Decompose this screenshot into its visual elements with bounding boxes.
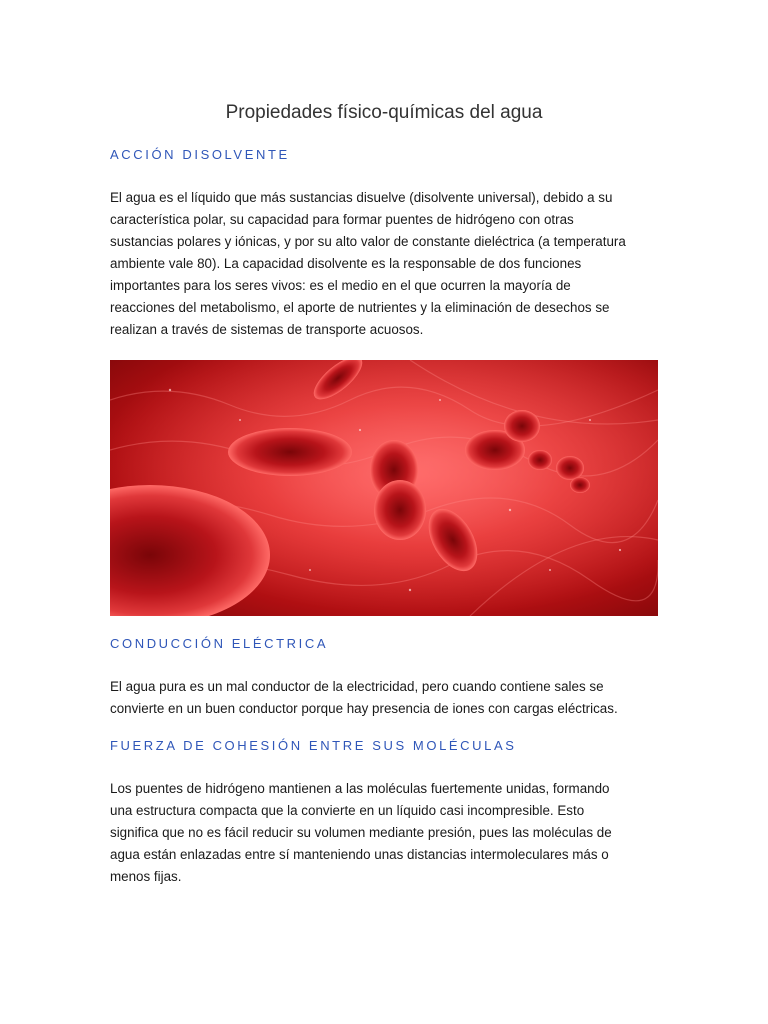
paragraph-line: significa que no es fácil reducir su volumen mediante presión, pues las moléculas de: [110, 825, 612, 840]
paragraph-line: agua están enlazadas entre sí manteniendo unas distancias intermoleculares más o: [110, 847, 609, 862]
section-heading-fuerza-de-cohesion: FUERZA DE COHESIÓN ENTRE SUS MOLÉCULAS: [110, 738, 517, 753]
red-blood-cell: [504, 410, 540, 442]
paragraph-line: importantes para los seres vivos: es el medio en el que ocurren la mayoría de: [110, 278, 571, 293]
section-heading-conduccion-electrica: CONDUCCIÓN ELÉCTRICA: [110, 636, 329, 651]
paragraph-line: sustancias polares y iónicas, y por su alto valor de constante dieléctrica (a temperatura: [110, 234, 626, 249]
paragraph-line: Los puentes de hidrógeno mantienen a las moléculas fuertemente unidas, formando: [110, 781, 610, 796]
page-title: Propiedades físico-químicas del agua: [225, 102, 543, 123]
paragraph-line: ambiente vale 80). La capacidad disolvente es la responsable de dos funciones: [110, 256, 582, 271]
paragraph-line: menos fijas.: [110, 869, 182, 884]
red-blood-cell: [556, 456, 584, 480]
paragraph-line: realizan a través de sistemas de transporte acuosos.: [110, 322, 424, 337]
paragraph-line: una estructura compacta que la convierte en un líquido casi incompresible. Esto: [110, 803, 585, 818]
paragraph-line: El agua es el líquido que más sustancias disuelve (disolvente universal), debido a su: [110, 190, 613, 205]
red-blood-cell: [374, 480, 426, 540]
paragraph-line: reacciones del metabolismo, el aporte de nutrientes y la eliminación de desechos se: [110, 300, 610, 315]
paragraph-line: convierte en un buen conductor porque hay presencia de iones con cargas eléctricas.: [110, 701, 618, 716]
red-blood-cell: [228, 428, 352, 476]
red-blood-cells-illustration: [110, 360, 658, 616]
section-paragraph-accion-disolvente: [110, 187, 670, 341]
section-paragraph-fuerza-de-cohesion: [110, 778, 670, 888]
red-blood-cells-image: [110, 360, 658, 616]
paragraph-line: característica polar, su capacidad para formar puentes de hidrógeno con otras: [110, 212, 574, 227]
red-blood-cell: [528, 450, 552, 470]
paragraph-line: El agua pura es un mal conductor de la electricidad, pero cuando contiene sales se: [110, 679, 604, 694]
section-heading-accion-disolvente: ACCIÓN DISOLVENTE: [110, 147, 290, 162]
section-paragraph-conduccion-electrica: [110, 676, 670, 720]
red-blood-cell: [570, 477, 590, 493]
